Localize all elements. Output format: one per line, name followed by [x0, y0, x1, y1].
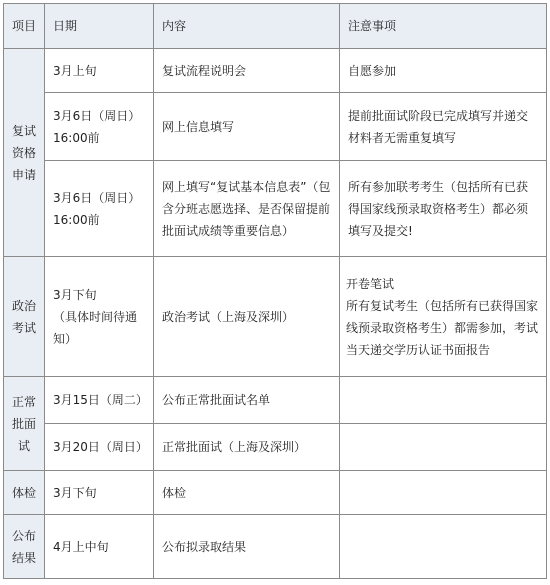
content-cell: 网上信息填写 [154, 93, 340, 161]
header-item: 项目 [4, 4, 45, 49]
header-content: 内容 [154, 4, 340, 49]
date-cell: 3月6日（周日） 16:00前 [45, 93, 154, 161]
note-cell: 所有参加联考考生（包括所有已获得国家线预录取资格考生）都必须填写及提交! [340, 161, 547, 257]
note-cell [340, 424, 547, 471]
header-row [4, 4, 547, 49]
date-cell: 3月上旬 [45, 49, 154, 93]
note-cell: 自愿参加 [340, 49, 547, 93]
content-cell: 政治考试（上海及深圳） [154, 257, 340, 377]
content-cell: 复试流程说明会 [154, 49, 340, 93]
note-cell: 提前批面试阶段已完成填写并递交材料者无需重复填写 [340, 93, 547, 161]
table-row [4, 515, 547, 579]
category-cell-results: 公布 结果 [4, 515, 45, 579]
note-cell: 开卷笔试 所有复试考生（包括所有已获得国家线预录取资格考生）都需参加，考试当天递交学历认证书面报告 [340, 257, 547, 377]
content-cell: 公布正常批面试名单 [154, 377, 340, 424]
content-cell: 公布拟录取结果 [154, 515, 340, 579]
date-cell: 3月15日（周二） [45, 377, 154, 424]
content-cell: 正常批面试（上海及深圳） [154, 424, 340, 471]
category-cell-qualification: 复试 资格 申请 [4, 49, 45, 257]
table-row [4, 377, 547, 424]
table-row [4, 93, 547, 161]
date-cell: 3月下旬 [45, 471, 154, 515]
table-row [4, 424, 547, 471]
date-cell: 4月上中旬 [45, 515, 154, 579]
table-row [4, 471, 547, 515]
note-cell [340, 377, 547, 424]
note-cell [340, 471, 547, 515]
table-row [4, 257, 547, 377]
content-cell: 体检 [154, 471, 340, 515]
header-notes: 注意事项 [340, 4, 547, 49]
category-cell-physical-exam: 体检 [4, 471, 45, 515]
category-cell-politics-exam: 政治 考试 [4, 257, 45, 377]
table-row [4, 49, 547, 93]
note-cell [340, 515, 547, 579]
date-cell: 3月6日（周日）16:00前 [45, 161, 154, 257]
category-cell-regular-interview: 正常 批面 试 [4, 377, 45, 471]
schedule-table-container [3, 3, 547, 579]
date-cell: 3月下旬 （具体时间待通知） [45, 257, 154, 377]
table-row [4, 161, 547, 257]
content-cell: 网上填写“复试基本信息表”（包含分班志愿选择、是否保留提前批面试成绩等重要信息） [154, 161, 340, 257]
date-cell: 3月20日（周日） [45, 424, 154, 471]
schedule-table [3, 3, 547, 579]
header-date: 日期 [45, 4, 154, 49]
